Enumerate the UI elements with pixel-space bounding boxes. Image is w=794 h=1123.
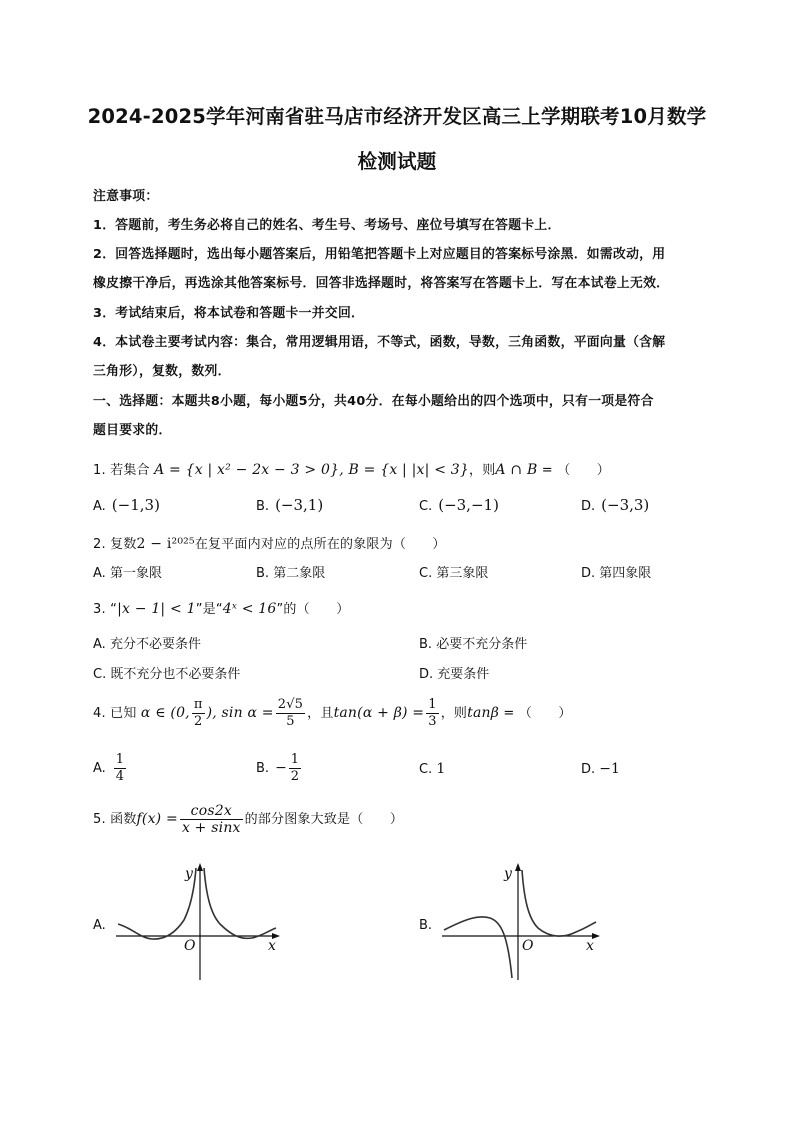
option-letter: D. xyxy=(419,667,434,682)
notice-item-4b: 三角形），复数，数列． xyxy=(93,364,231,379)
q1-set-a: A = {x | x² − 2x − 3 > 0} xyxy=(154,462,340,478)
frac-den: 2 xyxy=(193,714,203,729)
option-value: (−3,3) xyxy=(601,496,650,514)
option-value: 第一象限 xyxy=(109,566,162,581)
q1-intersection: A ∩ B xyxy=(495,462,538,478)
option-letter: C. xyxy=(419,499,433,514)
q5-suffix: 的部分图象大致是（ ） xyxy=(244,812,404,827)
x-axis-label: x xyxy=(586,938,594,954)
q4-option-d xyxy=(581,761,620,777)
q4-then: ，则 xyxy=(440,706,468,721)
option-value: 第四象限 xyxy=(599,566,652,581)
q1-mid: ，则 xyxy=(469,463,496,478)
option-letter: D. xyxy=(581,566,596,581)
notice-item-4a: 4．本试卷主要考试内容：集合，常用逻辑用语，不等式，函数，导数，三角函数，平面向量（含解 xyxy=(93,335,666,350)
q4-tan-value xyxy=(426,697,438,730)
q4-sin-alpha: ), sin α = xyxy=(206,705,274,721)
option-letter: D. xyxy=(581,499,596,514)
q4-tan-beta: tanβ xyxy=(467,705,500,721)
option-value: 充要条件 xyxy=(437,667,490,682)
frac-den: 5 xyxy=(286,714,295,729)
q4-sin-value xyxy=(276,697,305,730)
frac-den: 2 xyxy=(290,769,300,784)
origin-label: O xyxy=(522,938,534,954)
q1-option-c xyxy=(419,496,499,514)
q5-function-fraction xyxy=(180,803,243,836)
option-value: 1 xyxy=(436,761,446,777)
notice-heading: 注意事项： xyxy=(93,189,159,204)
question-4-stem xyxy=(93,697,572,730)
frac-den: x + sinx xyxy=(181,820,241,836)
option-value: −1 xyxy=(599,761,620,777)
q5-option-b-label: B. xyxy=(419,918,433,933)
q3-option-c xyxy=(93,663,240,682)
option-letter: B. xyxy=(419,637,433,652)
y-axis-arrow xyxy=(515,863,521,871)
option-fraction xyxy=(114,752,126,785)
option-letter: A. xyxy=(93,637,106,652)
q3-mid: ”是“ xyxy=(195,602,223,617)
curve-left xyxy=(444,917,512,978)
option-fraction xyxy=(289,752,301,785)
q5-option-b-graph xyxy=(436,858,616,983)
q5-option-a-label: A. xyxy=(93,918,106,933)
q4-prefix: 4. 已知 xyxy=(93,706,137,721)
frac-num: 1 xyxy=(290,752,300,767)
q1-option-a xyxy=(93,496,160,514)
frac-num: 1 xyxy=(428,697,437,712)
q3-option-a xyxy=(93,633,201,652)
frac-num: 2√5 xyxy=(277,697,304,712)
q4-pi-over-2 xyxy=(192,697,205,730)
q3-prefix: 3. “ xyxy=(93,602,118,617)
q2-option-d xyxy=(581,562,651,581)
notice-item-2a: 2．回答选择题时，选出每小题答案后，用铅笔把答题卡上对应题目的答案标号涂黑．如需改动，用 xyxy=(93,247,666,262)
option-value: (−1,3) xyxy=(111,496,160,514)
q2-prefix: 2. 复数 xyxy=(93,537,137,552)
option-letter: D. xyxy=(581,762,596,777)
question-2-stem xyxy=(93,533,446,552)
frac-den: 3 xyxy=(428,714,437,729)
option-value: 必要不充分条件 xyxy=(436,637,528,652)
q4-suffix: = （ ） xyxy=(499,706,572,721)
q4-tan-expression: tan(α + β) = xyxy=(333,705,425,721)
q1-option-b xyxy=(256,496,323,514)
curve-right xyxy=(522,870,596,936)
y-axis-arrow xyxy=(197,863,203,871)
frac-den: 4 xyxy=(115,769,125,784)
option-value: 充分不必要条件 xyxy=(109,637,201,652)
q5-prefix: 5. 函数 xyxy=(93,812,137,827)
option-letter: C. xyxy=(419,566,433,581)
section-heading-line1: 一、选择题：本题共8小题，每小题5分，共40分．在每小题给出的四个选项中，只有一项是符合 xyxy=(93,394,654,409)
option-letter: B. xyxy=(256,761,270,776)
option-letter: A. xyxy=(93,566,106,581)
notice-item-1: 1．答题前，考生务必将自己的姓名、考生号、考场号、座位号填写在答题卡上． xyxy=(93,218,561,233)
q1-suffix: = （ ） xyxy=(537,463,611,478)
curve-right xyxy=(204,868,276,938)
y-axis-label: y xyxy=(185,866,193,882)
option-value: (−3,1) xyxy=(275,496,324,514)
option-letter: A. xyxy=(93,761,106,776)
q2-option-b xyxy=(256,562,325,581)
q3-option-d xyxy=(419,663,489,682)
q3-suffix: ”的（ ） xyxy=(276,602,350,617)
q3-option-b xyxy=(419,633,527,652)
notice-item-2b: 橡皮擦干净后，再选涂其他答案标号．回答非选择题时，将答案写在答题卡上．写在本试卷上无效． xyxy=(93,276,670,291)
section-heading-line2: 题目要求的． xyxy=(93,423,172,438)
q4-option-c xyxy=(419,761,445,777)
question-3-stem xyxy=(93,598,349,617)
option-letter: C. xyxy=(93,667,107,682)
q5-function-name: f(x) = xyxy=(136,811,178,827)
question-5-stem xyxy=(93,803,403,836)
frac-num: π xyxy=(193,697,203,712)
option-value: (−3,−1) xyxy=(438,496,499,514)
q4-option-b xyxy=(256,752,303,785)
origin-label: O xyxy=(184,938,196,954)
exam-title-line2: 检测试题 xyxy=(357,150,437,173)
option-sign: − xyxy=(275,760,287,776)
q4-mid: ，且 xyxy=(307,706,334,721)
q5-option-a-graph xyxy=(110,858,290,983)
option-letter: B. xyxy=(256,499,270,514)
question-1-stem xyxy=(93,459,610,478)
q2-option-c xyxy=(419,562,488,581)
option-letter: C. xyxy=(419,762,433,777)
notice-item-3: 3．考试结束后，将本试卷和答题卡一并交回． xyxy=(93,306,365,321)
q1-set-b: , B = {x | |x| < 3} xyxy=(339,462,470,478)
option-value: 第二象限 xyxy=(273,566,326,581)
q1-option-d xyxy=(581,496,649,514)
option-value: 既不充分也不必要条件 xyxy=(110,667,241,682)
x-axis-label: x xyxy=(268,938,276,954)
y-axis-label: y xyxy=(504,866,512,882)
q2-option-a xyxy=(93,562,162,581)
q2-suffix: 在复平面内对应的点所在的象限为（ ） xyxy=(194,537,446,552)
q4-alpha-range: α ∈ (0, xyxy=(140,705,190,721)
frac-num: cos2x xyxy=(180,803,243,820)
frac-num: 1 xyxy=(115,752,125,767)
q4-option-a xyxy=(93,752,128,785)
option-value: 第三象限 xyxy=(436,566,489,581)
q1-prefix: 1. 若集合 xyxy=(93,463,150,478)
q2-expression: 2 − i²⁰²⁵ xyxy=(136,536,195,552)
option-letter: A. xyxy=(93,499,106,514)
q3-expression-1: |x − 1| < 1 xyxy=(117,601,196,617)
q3-expression-2: 4ˣ < 16 xyxy=(222,601,277,617)
exam-title-line1: 2024-2025学年河南省驻马店市经济开发区高三上学期联考10月数学 xyxy=(87,105,707,128)
option-letter: B. xyxy=(256,566,270,581)
